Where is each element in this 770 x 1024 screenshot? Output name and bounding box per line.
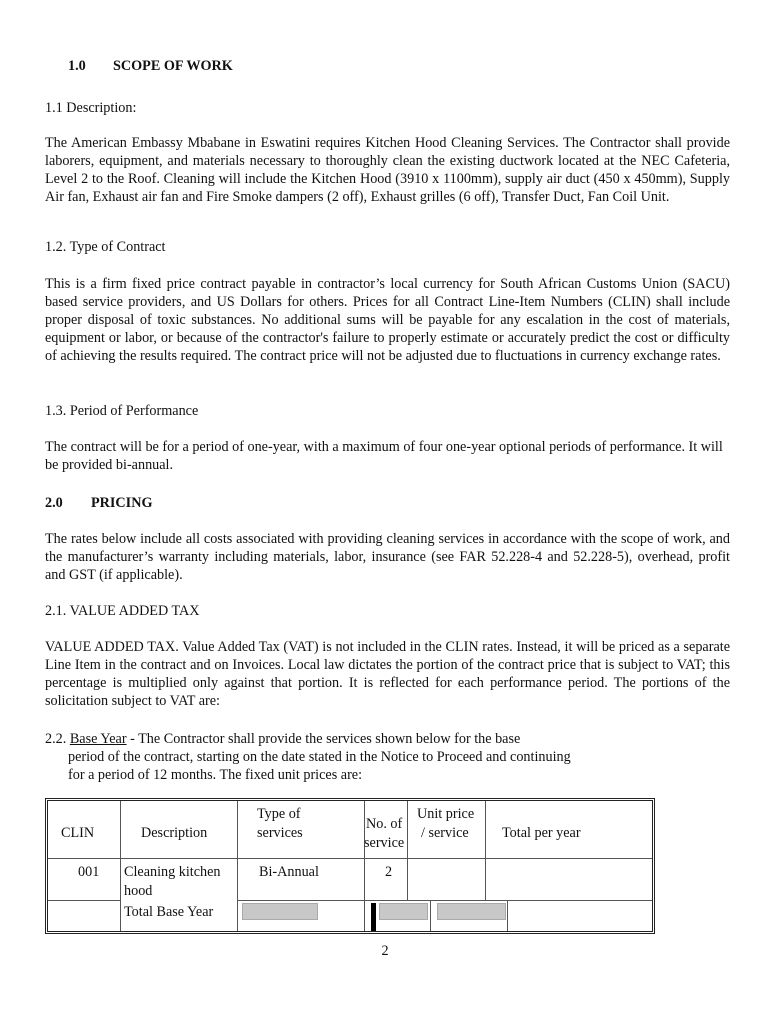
pricing-paragraph: The rates below include all costs associated with providing cleaning services in accordance with the scope of work, and the manufacturer’s warranty including materials, labor, insurance (see FAR 52.228-4 and 52.228-5), overhead, profit and GST (if applicable). — [45, 531, 730, 583]
period-paragraph: The contract will be for a period of one-year, with a maximum of four one-year optional periods of performance. It will be provided bi-annual. — [45, 439, 723, 473]
shaded-count-field — [379, 903, 428, 920]
base-year-line-3: for a period of 12 months. The fixed unit prices are: — [68, 767, 363, 783]
black-bar-marker — [371, 903, 376, 931]
header-unit-line2: / service — [421, 825, 469, 841]
row-clin: 001 — [78, 864, 100, 880]
description-heading: 1.1 Description: — [45, 100, 137, 116]
header-type-line2: services — [257, 825, 303, 841]
header-type-line1: Type of — [257, 806, 301, 822]
row-description-line2: hood — [124, 883, 153, 899]
section-1-number: 1.0 — [68, 58, 86, 74]
header-total: Total per year — [502, 825, 581, 841]
contract-type-heading: 1.2. Type of Contract — [45, 239, 166, 255]
base-year-label: Base Year — [69, 731, 127, 747]
base-year-line-2: period of the contract, starting on the date stated in the Notice to Proceed and continuing — [68, 749, 571, 765]
section-2-title: PRICING — [91, 495, 153, 511]
section-1-title: SCOPE OF WORK — [113, 58, 233, 74]
row-cell-unit-price — [408, 859, 486, 901]
base-year-line-1: - The Contractor shall provide the services shown below for the base — [126, 731, 521, 747]
header-unit-line1: Unit price — [417, 806, 475, 822]
row-service-type: Bi-Annual — [259, 864, 319, 880]
total-cell-total — [508, 901, 652, 931]
vat-paragraph: VALUE ADDED TAX. Value Added Tax (VAT) is not included in the CLIN rates. Instead, it will be priced as a separate Line Item in the contract and on Invoices. Local law dictates the portion of the contract price that is subject to VAT; this percentage is multiplied only against that portion. It is reflected for each performance period. The portions of the solicitation subject to VAT are: — [45, 639, 730, 709]
header-count-line1: No. of — [366, 816, 403, 832]
row-cell-total — [486, 859, 652, 901]
page-number: 2 — [381, 943, 389, 959]
header-description: Description — [141, 825, 208, 841]
row-description-line1: Cleaning kitchen — [124, 864, 221, 880]
shaded-type-field — [242, 903, 318, 920]
header-clin: CLIN — [61, 825, 95, 841]
shaded-unit-price-field — [437, 903, 506, 920]
header-count-line2: service — [364, 835, 405, 851]
period-heading: 1.3. Period of Performance — [45, 403, 199, 419]
contract-type-paragraph: This is a firm fixed price contract payable in contractor’s local currency for South African Customs Union (SACU) based service providers, and US Dollars for others. Prices for all Contract Line-Item Numbers (CLIN) shall include proper disposal of toxic substances. No additional sums will be payable for any escalation in the cost of materials, equipment or labor, or because of the contractor's failure to properly estimate or accurately predict the cost or difficulty of achieving the results required. The contract price will not be adjusted due to fluctuations in currency exchange rates. — [45, 276, 730, 364]
base-year-paragraph — [45, 730, 730, 784]
total-cell-clin — [48, 901, 121, 931]
row-service-count: 2 — [385, 864, 393, 880]
description-paragraph: The American Embassy Mbabane in Eswatini requires Kitchen Hood Cleaning Services. The Contractor shall provide laborers, equipment, and materials necessary to thoroughly clean the existing ductwork located at the NEC Cafeteria, Level 2 to the Roof. Cleaning will include the Kitchen Hood (3910 x 1100mm), supply air duct (450 x 450mm), Supply Air fan, Exhaust air fan and Fire Smoke dampers (2 off), Exhaust grilles (6 off), Transfer Duct, Fan Coil Unit. — [45, 135, 730, 205]
base-year-number: 2.2. — [45, 731, 67, 747]
total-base-year-label: Total Base Year — [124, 904, 214, 920]
vat-heading: 2.1. VALUE ADDED TAX — [45, 603, 200, 619]
section-2-number: 2.0 — [45, 495, 63, 511]
pricing-table — [45, 798, 655, 934]
